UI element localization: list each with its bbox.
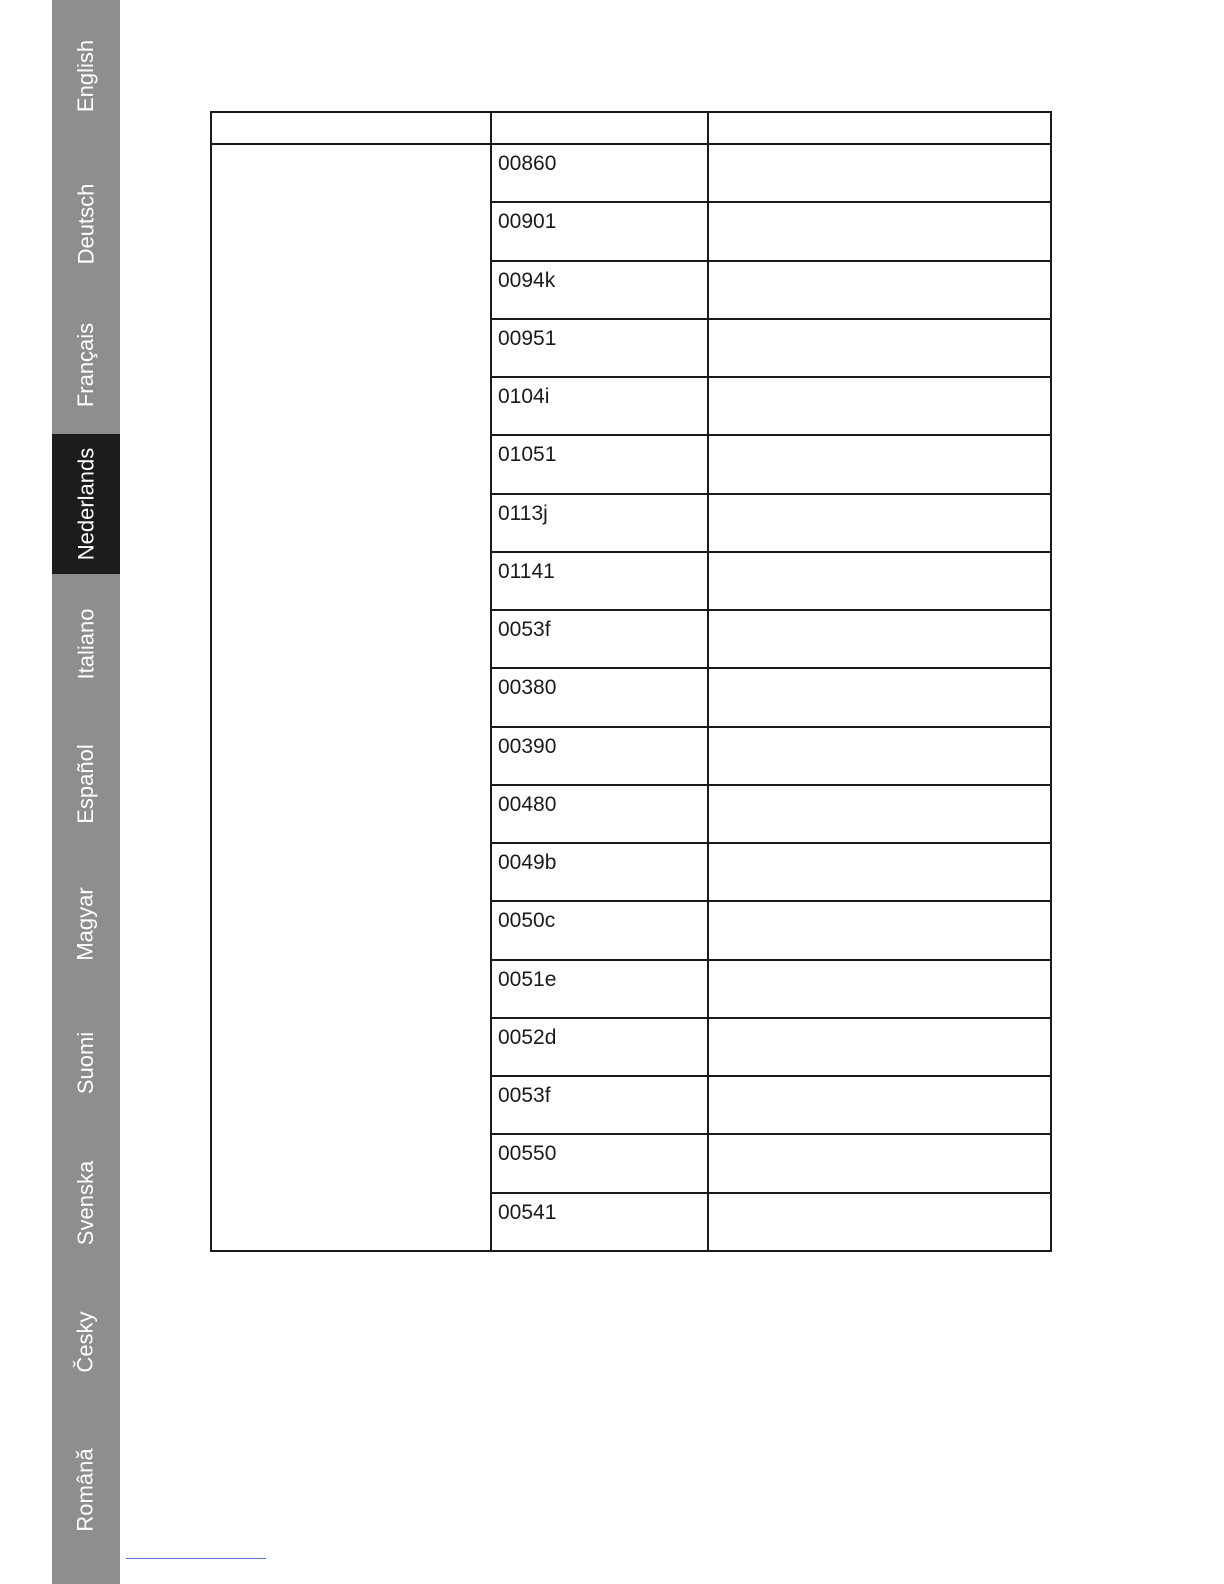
language-tab-label: Česky [73,1311,98,1373]
note-cell [708,202,1051,260]
code-cell: 0051e [491,960,708,1018]
language-tab-english[interactable] [52,6,120,146]
note-cell [708,1018,1051,1076]
code-cell: 01051 [491,435,708,493]
language-tab-bar [52,0,120,1584]
code-table [210,111,1052,1252]
table-body [211,144,1051,1251]
language-tab-label: Français [73,322,99,408]
language-tab-magyar[interactable] [52,854,120,994]
table-header-cell [491,112,708,144]
code-cell: 0094k [491,261,708,319]
code-cell: 00951 [491,319,708,377]
language-tab-suomi[interactable] [52,993,120,1133]
code-cell: 00480 [491,785,708,843]
note-cell [708,144,1051,202]
note-cell [708,319,1051,377]
note-cell [708,552,1051,610]
language-tab-nederlands[interactable] [52,434,120,574]
code-table-container [210,111,1050,1252]
language-tab-label: Deutsch [73,183,98,265]
code-cell: 00380 [491,668,708,726]
note-cell [708,727,1051,785]
code-cell: 00550 [491,1134,708,1192]
brand-cell [211,144,491,1251]
note-cell [708,435,1051,493]
code-cell: 0053f [491,1076,708,1134]
note-cell [708,960,1051,1018]
code-cell: 0050c [491,901,708,959]
language-tab-label: Magyar [73,887,99,961]
language-tab-francais[interactable] [52,295,120,435]
note-cell [708,785,1051,843]
language-tab-deutsch[interactable] [52,154,120,294]
note-cell [708,668,1051,726]
language-tab-label: Italiano [73,608,99,680]
note-cell [708,494,1051,552]
language-tab-romana[interactable] [52,1420,120,1560]
code-cell: 00390 [491,727,708,785]
code-cell: 00901 [491,202,708,260]
code-cell: 0052d [491,1018,708,1076]
code-cell: 00860 [491,144,708,202]
table-row [211,144,1051,202]
note-cell [708,1134,1051,1192]
table-header-cell [211,112,491,144]
note-cell [708,901,1051,959]
note-cell [708,843,1051,901]
note-cell [708,377,1051,435]
code-cell: 00541 [491,1193,708,1252]
language-tab-label: Suomi [72,1031,98,1095]
code-cell: 0113j [491,494,708,552]
language-tab-cesky[interactable] [52,1272,120,1412]
language-tab-espanol[interactable] [52,714,120,854]
code-cell: 0053f [491,610,708,668]
language-tab-svenska[interactable] [52,1133,120,1273]
code-cell: 0049b [491,843,708,901]
note-cell [708,610,1051,668]
language-tab-label: Español [73,744,99,824]
note-cell [708,261,1051,319]
language-tab-label: Nederlands [73,447,99,561]
note-cell [708,1193,1051,1252]
footer-link-underline [126,1558,266,1559]
code-cell: 01141 [491,552,708,610]
table-header-row [211,112,1051,144]
language-tab-label: English [73,39,98,113]
language-tab-italiano[interactable] [52,574,120,714]
table-header-cell [708,112,1051,144]
code-cell: 0104i [491,377,708,435]
note-cell [708,1076,1051,1134]
language-tab-label: Svenska [73,1160,99,1246]
language-tab-label: Română [73,1448,98,1532]
